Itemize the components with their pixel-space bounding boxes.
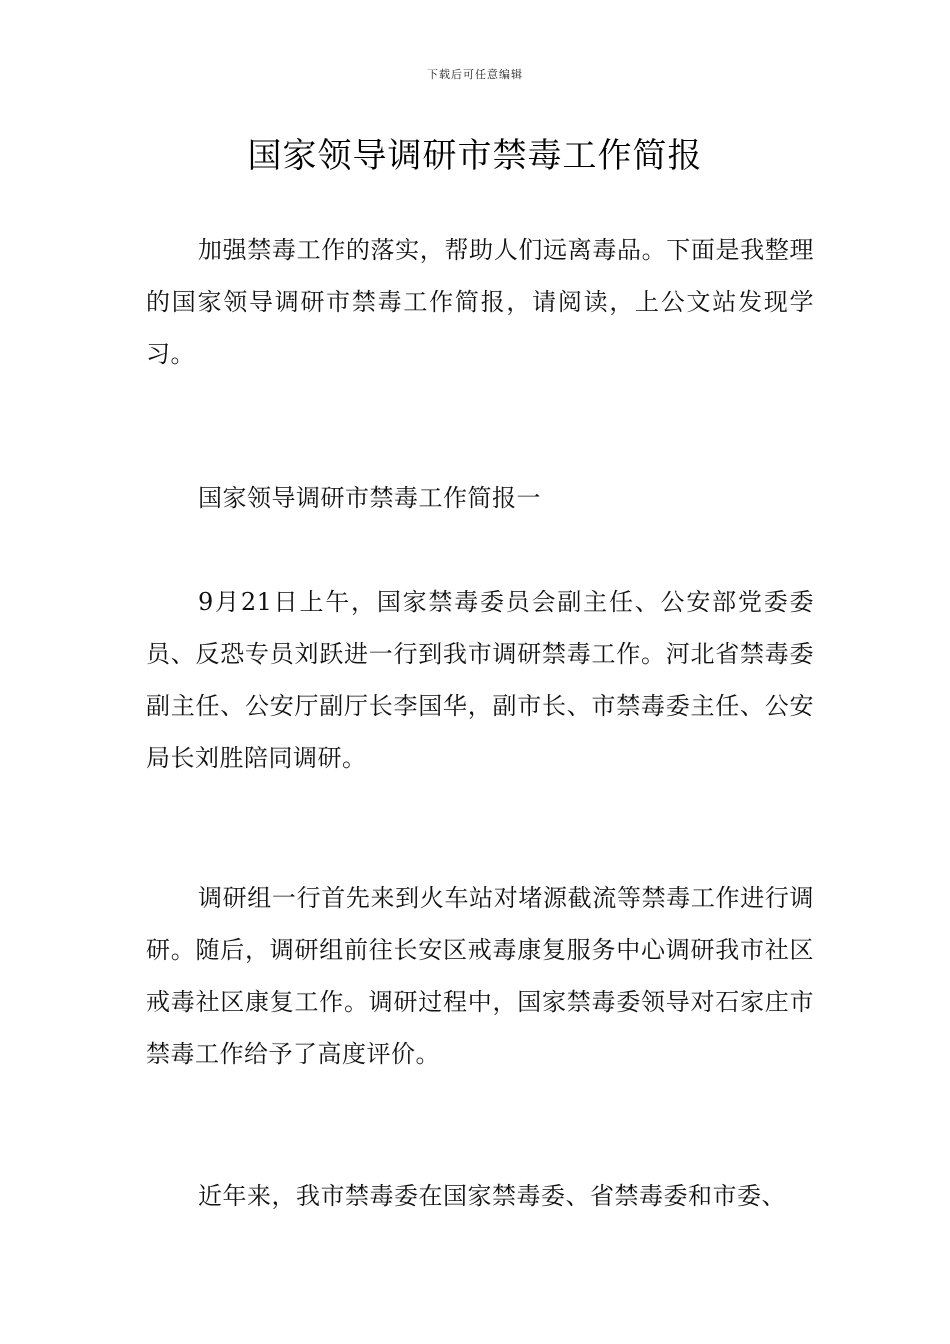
section-heading: 国家领导调研市禁毒工作简报一 (198, 484, 541, 512)
body-paragraph-1: 9月21日上午，国家禁毒委员会副主任、公安部党委委员、反恐专员刘跃进一行到我市调研禁毒工作。河北省禁毒委副主任、公安厅副厅长李国华，副市长、市禁毒委主任、公安局长刘胜陪同调研。 (146, 588, 814, 772)
body-paragraph-3: 近年来，我市禁毒委在国家禁毒委、省禁毒委和市委、 (198, 1182, 786, 1210)
intro-paragraph: 加强禁毒工作的落实，帮助人们远离毒品。下面是我整理的国家领导调研市禁毒工作简报，请阅读，上公文站发现学习。 (146, 236, 814, 368)
body-paragraph-2: 调研组一行首先来到火车站对堵源截流等禁毒工作进行调研。随后，调研组前往长安区戒毒康复服务中心调研我市社区戒毒社区康复工作。调研过程中，国家禁毒委领导对石家庄市禁毒工作给予了高度评价。 (146, 884, 814, 1068)
document-title: 国家领导调研市禁毒工作简报 (247, 136, 703, 176)
header-note: 下载后可任意编辑 (427, 68, 523, 81)
